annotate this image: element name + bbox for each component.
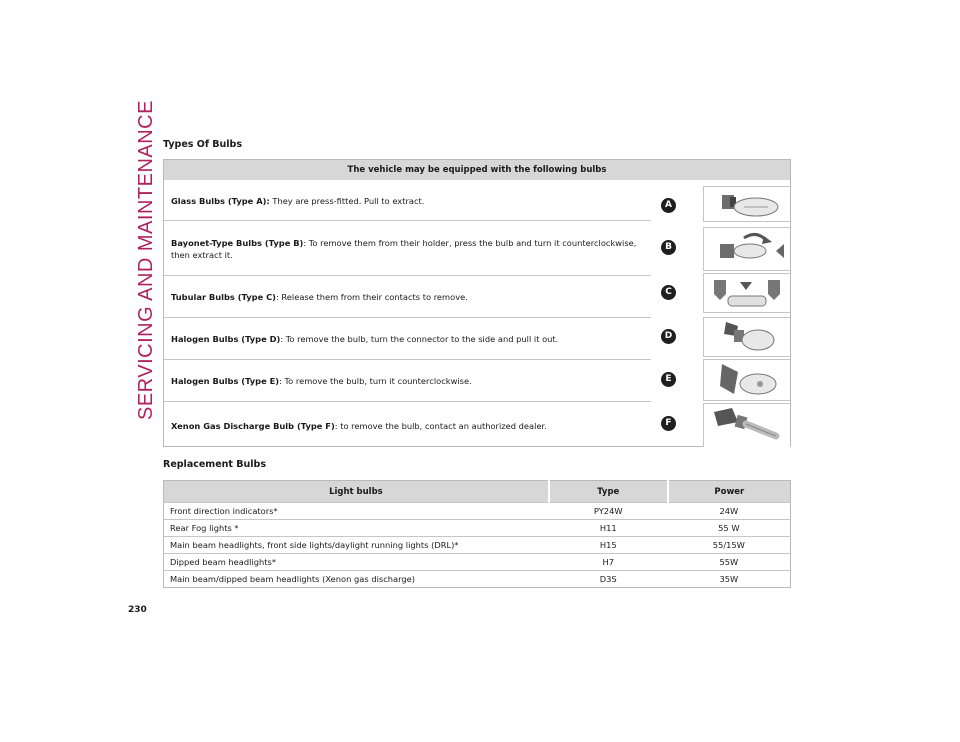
bulb-instruction: : Release them from their contacts to remove. (275, 292, 468, 302)
table-row (164, 537, 791, 554)
type-d-badge: D (661, 329, 676, 344)
table-row (164, 571, 791, 588)
bulb-instruction: : To remove the bulb, turn the connector to the side and pull it out. (280, 334, 559, 344)
bulb-types-table (163, 159, 791, 447)
table-row (164, 503, 791, 520)
bulb-row-c (164, 275, 790, 317)
bulb-name: Halogen Bulbs (Type E) (171, 376, 280, 386)
light-bulb-cell: Front direction indicators* (164, 503, 549, 520)
type-cell: H11 (549, 520, 668, 537)
bulb-description (171, 375, 651, 387)
bulb-name: Tubular Bulbs (Type C) (171, 292, 276, 302)
light-bulb-cell: Dipped beam headlights* (164, 554, 549, 571)
bulb-name: Glass Bulbs (Type A): (171, 196, 270, 206)
bulb-name: Halogen Bulbs (Type D) (171, 334, 281, 344)
type-a-badge: A (661, 198, 676, 213)
xenon-bulb-illustration (703, 403, 790, 447)
light-bulb-cell: Rear Fog lights * (164, 520, 549, 537)
bulb-description (171, 420, 651, 432)
tubular-bulb-illustration (703, 273, 790, 313)
type-c-badge: C (661, 285, 676, 300)
section-title: SERVICING AND MAINTENANCE (135, 100, 157, 420)
bayonet-bulb-illustration (703, 227, 790, 271)
page-number: 230 (128, 605, 147, 615)
power-cell: 35W (668, 571, 791, 588)
halogen-d-bulb-illustration (703, 317, 790, 357)
power-cell: 24W (668, 503, 791, 520)
bulb-row-a (164, 180, 790, 221)
type-f-badge: F (661, 416, 676, 431)
bulb-name: Xenon Gas Discharge Bulb (Type F) (171, 421, 335, 431)
light-bulb-cell: Main beam headlights, front side lights/daylight running lights (DRL)* (164, 537, 549, 554)
column-header-light-bulbs: Light bulbs (164, 481, 549, 503)
type-cell: H7 (549, 554, 668, 571)
types-of-bulbs-heading: Types Of Bulbs (163, 139, 242, 150)
type-cell: H15 (549, 537, 668, 554)
table-row (164, 554, 791, 571)
bulb-instruction: They are press-fitted. Pull to extract. (269, 196, 425, 206)
bulb-description (171, 237, 651, 261)
type-b-badge: B (661, 240, 676, 255)
power-cell: 55 W (668, 520, 791, 537)
replacement-bulbs-table (163, 480, 791, 588)
bulb-row-e (164, 359, 790, 401)
bulb-instruction: : to remove the bulb, contact an authorized dealer. (334, 421, 547, 431)
column-header-type: Type (549, 481, 668, 503)
bulb-description (171, 291, 651, 303)
type-cell: D3S (549, 571, 668, 588)
column-header-power: Power (668, 481, 791, 503)
glass-bulb-illustration (703, 186, 790, 222)
replacement-bulbs-heading: Replacement Bulbs (163, 459, 266, 470)
type-e-badge: E (661, 372, 676, 387)
power-cell: 55/15W (668, 537, 791, 554)
type-cell: PY24W (549, 503, 668, 520)
bulb-name: Bayonet-Type Bulbs (Type B) (171, 238, 304, 248)
bulb-description (171, 333, 651, 345)
bulb-row-b (164, 221, 790, 275)
table-header-row (164, 481, 791, 503)
bulb-instruction: : To remove them from their holder, press the bulb and turn it counterclockwise, then extract it. (171, 238, 637, 260)
bulb-description (171, 195, 651, 207)
power-cell: 55W (668, 554, 791, 571)
bulb-instruction: : To remove the bulb, turn it counterclockwise. (279, 376, 472, 386)
light-bulb-cell: Main beam/dipped beam headlights (Xenon gas discharge) (164, 571, 549, 588)
bulb-row-f (164, 401, 790, 447)
halogen-e-bulb-illustration (703, 359, 790, 401)
bulb-row-d (164, 317, 790, 359)
table-row (164, 520, 791, 537)
bulb-types-header: The vehicle may be equipped with the following bulbs (164, 160, 790, 180)
